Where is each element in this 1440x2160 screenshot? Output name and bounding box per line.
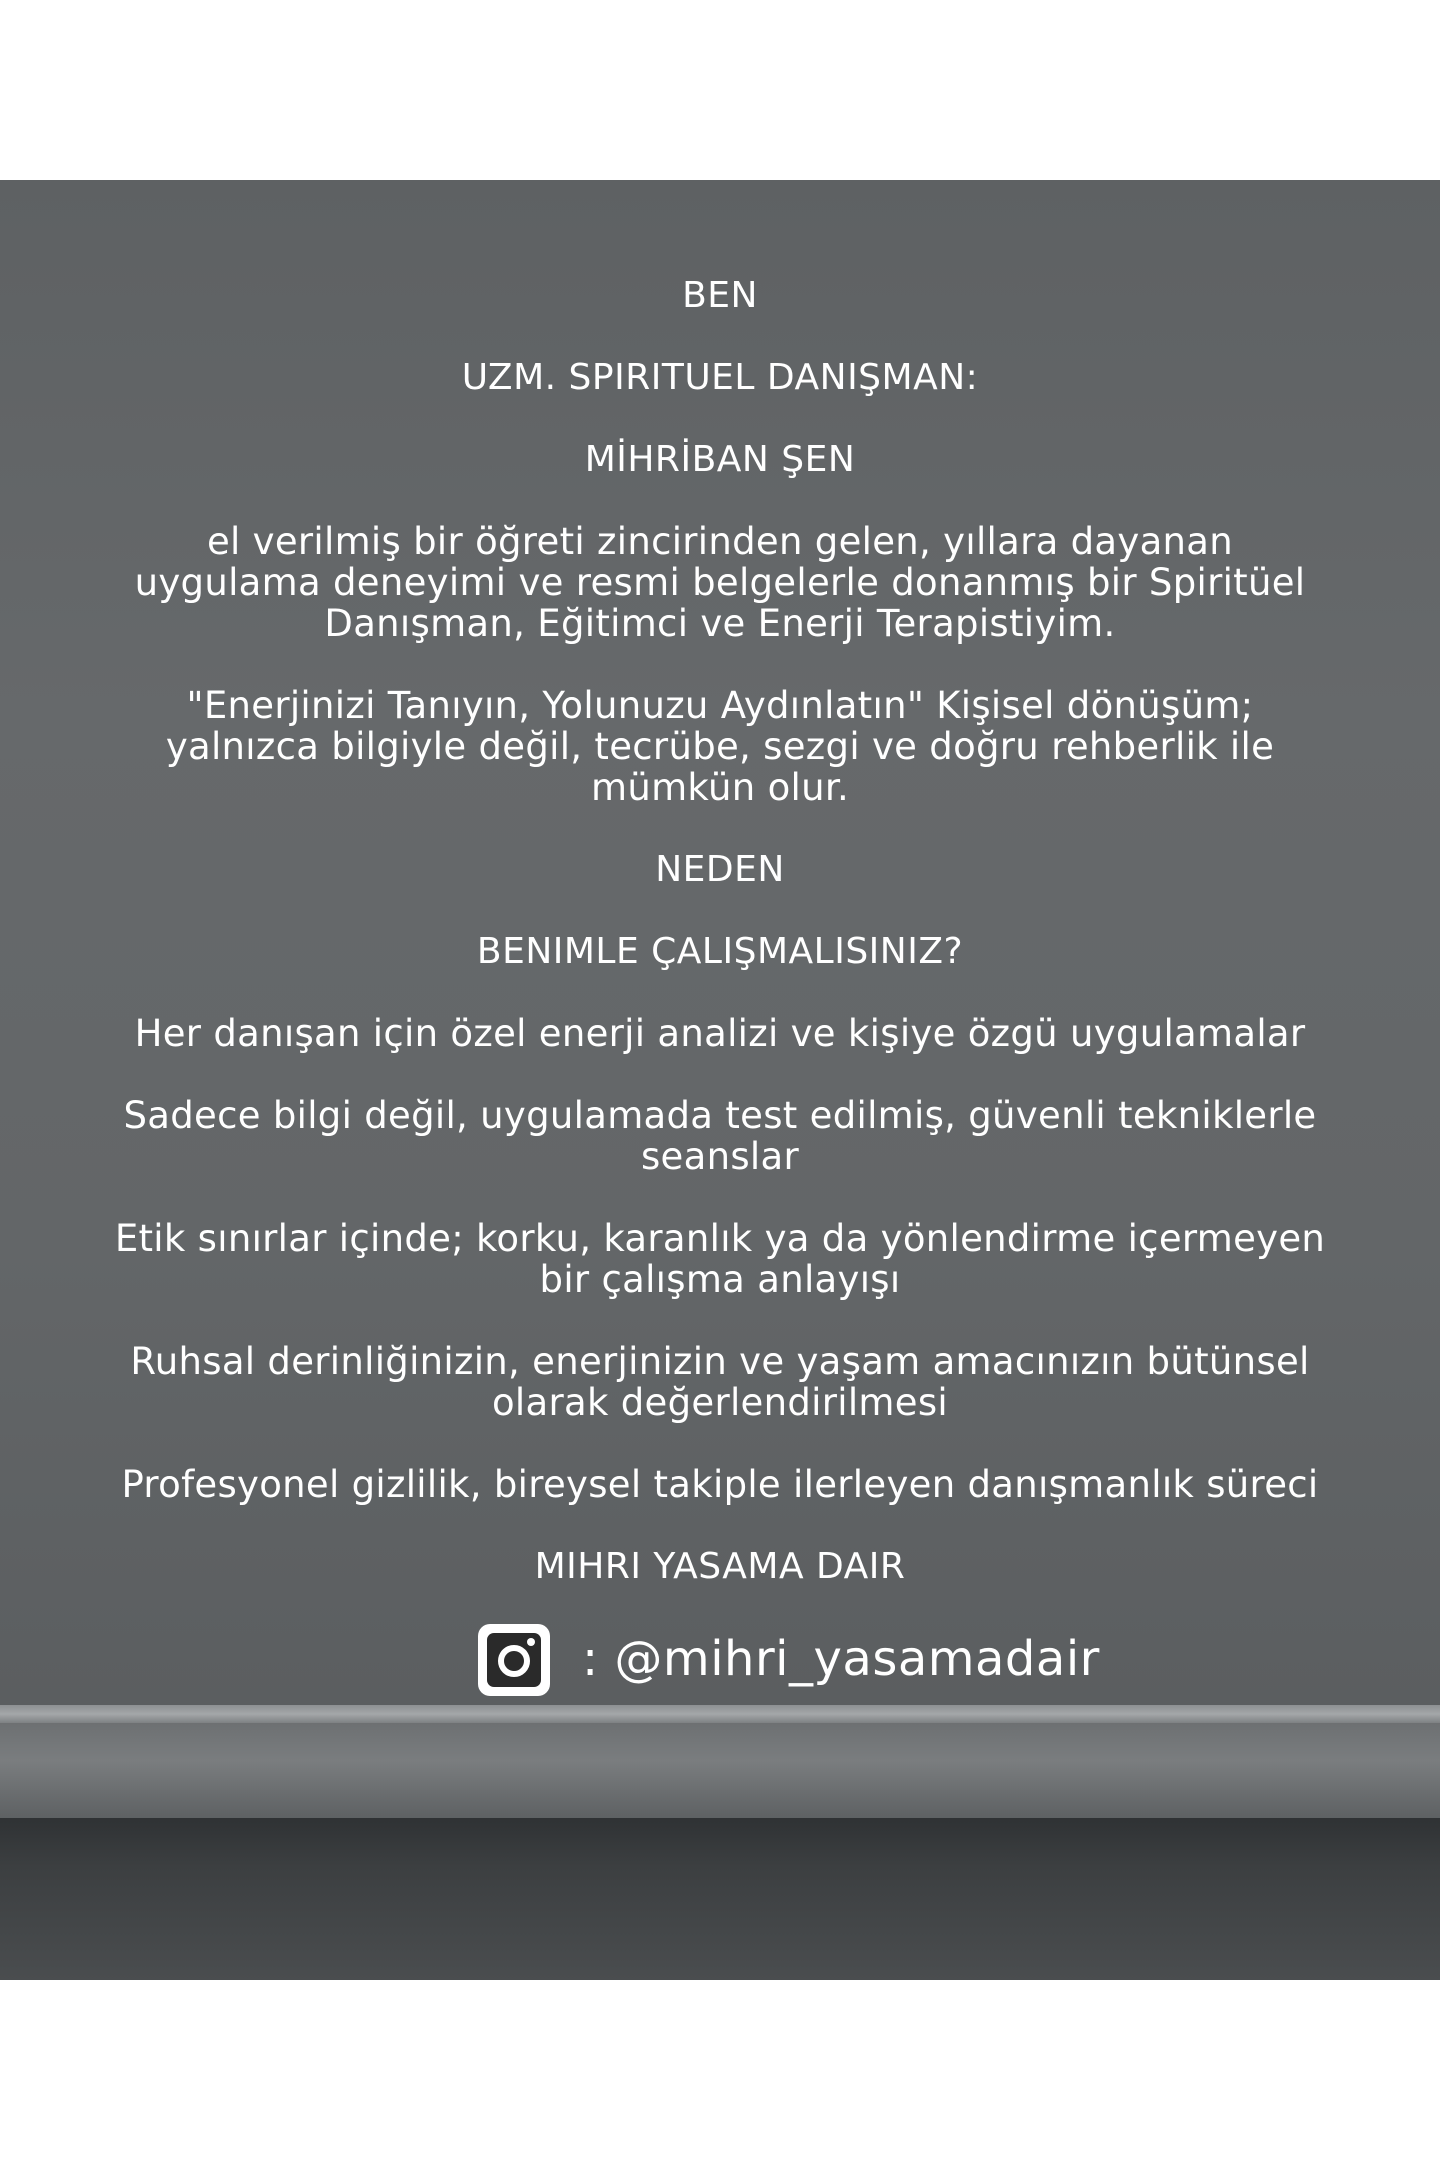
shelf-shadow	[0, 1818, 1440, 1980]
quote-paragraph: "Enerjinizi Tanıyın, Yolunuzu Aydınlatın" Kişisel dönüşüm; yalnızca bilgiyle değil, tecrübe, sezgi ve doğru rehberlik ile mümkün olur.	[165, 684, 1275, 809]
reason-item: Profesyonel gizlilik, bireysel takiple ilerleyen danışmanlık süreci	[121, 1463, 1319, 1506]
why-heading-2: BENIMLE ÇALIŞMALISINIZ?	[476, 931, 964, 972]
reason-item: Ruhsal derinliğinizin, enerjinizin ve yaşam amacınızın bütünsel olarak değerlendirilmesi	[130, 1340, 1310, 1424]
heading-title: UZM. SPIRITUEL DANIŞMAN:	[461, 357, 979, 398]
instagram-row[interactable]	[0, 1620, 1440, 1710]
brand-name: MIHRI YASAMA DAIR	[534, 1546, 906, 1587]
heading-ben: BEN	[682, 275, 758, 316]
instagram-icon[interactable]	[474, 1620, 554, 1700]
instagram-handle[interactable]: : @mihri_yasamadair	[582, 1631, 1100, 1687]
why-heading-1: NEDEN	[655, 849, 785, 890]
heading-name: MİHRİBAN ŞEN	[584, 439, 856, 480]
shelf-face	[0, 1723, 1440, 1818]
reason-item: Her danışan için özel enerji analizi ve kişiye özgü uygulamalar	[134, 1012, 1306, 1055]
poster	[0, 180, 1440, 1980]
reason-item: Sadece bilgi değil, uygulamada test edilmiş, güvenli tekniklerle seanslar	[123, 1094, 1317, 1178]
intro-paragraph: el verilmiş bir öğreti zincirinden gelen, yıllara dayanan uygulama deneyimi ve resmi belgelerle donanmış bir Spiritüel Danışman, Eğitimci ve Enerji Terapistiyim.	[134, 520, 1306, 645]
reason-item: Etik sınırlar içinde; korku, karanlık ya da yönlendirme içermeyen bir çalışma anlayışı	[114, 1217, 1326, 1301]
